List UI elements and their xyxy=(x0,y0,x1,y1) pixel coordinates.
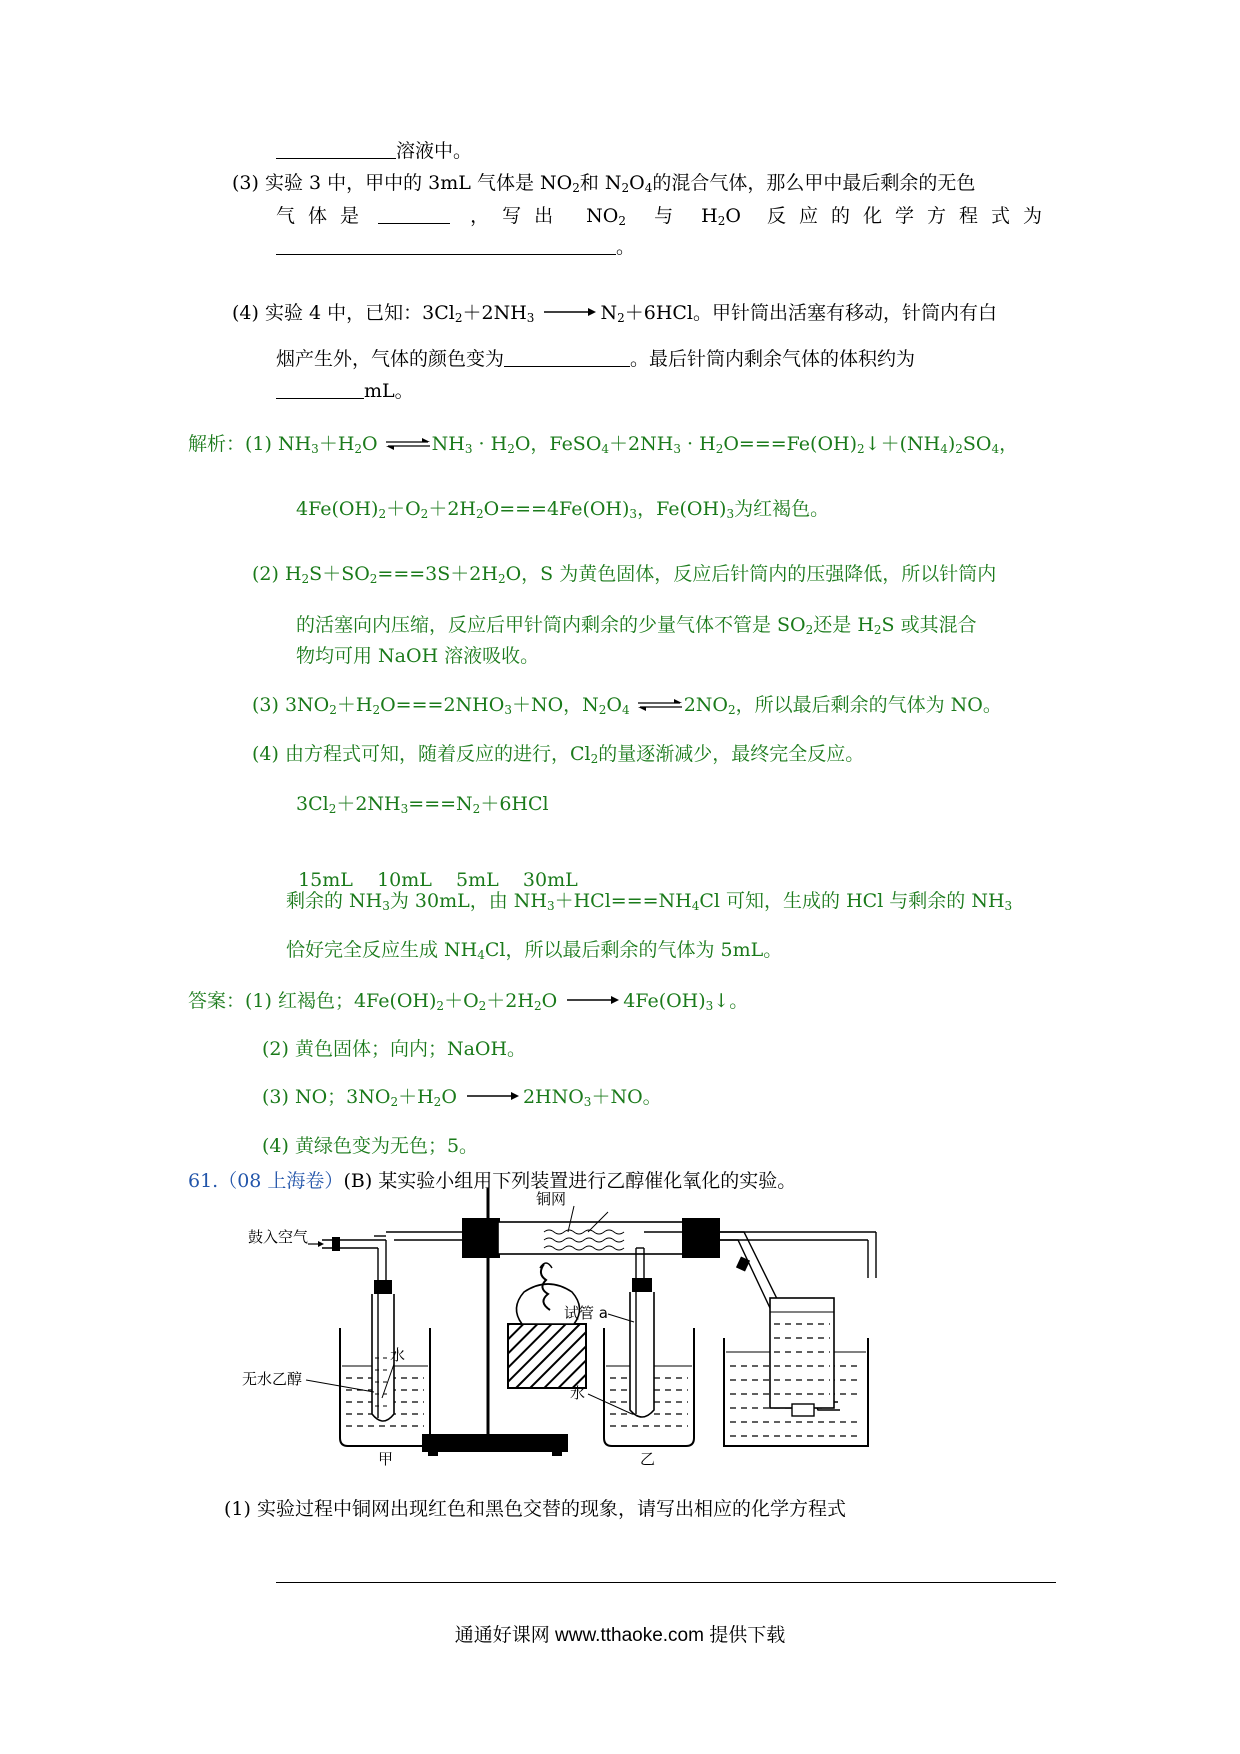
q3-line1 xyxy=(232,170,975,196)
answer-text: O xyxy=(441,1086,457,1108)
analysis-text: ＋6HCl xyxy=(480,793,549,815)
answer-rule-line[interactable] xyxy=(276,1582,1056,1583)
analysis-text: ＋H xyxy=(336,694,373,716)
sub: 3 xyxy=(583,1095,592,1109)
analysis-text: ＋HCl===NH xyxy=(554,890,692,912)
analysis-text: 为红褐色。 xyxy=(734,498,830,520)
sub: 3 xyxy=(629,507,638,521)
water-right-label: 水 xyxy=(570,1384,586,1402)
analysis-line8 xyxy=(296,791,549,817)
sub: 2 xyxy=(472,802,481,816)
q3-text: 的混合气体，那么甲中最后剩余的无色 xyxy=(652,172,976,194)
beaker-jia xyxy=(340,1248,430,1446)
q61-sub1-text: (1) 实验过程中铜网出现红色和黑色交替的现象，请写出相应的化学方程式 xyxy=(224,1498,846,1520)
yi-label: 乙 xyxy=(640,1450,656,1468)
sub: 3 xyxy=(504,703,512,717)
sub: 2 xyxy=(378,507,387,521)
water-left-label: 水 xyxy=(390,1346,406,1364)
q61-sub1 xyxy=(224,1496,846,1522)
sub: 4 xyxy=(601,442,610,456)
sub: 2 xyxy=(433,1095,442,1109)
analysis-text: O，FeSO xyxy=(514,433,602,455)
ethanol-label: 无水乙醇 xyxy=(242,1370,303,1388)
analysis-text: 还是 H xyxy=(813,614,874,636)
sub: 2 xyxy=(372,703,381,717)
q3-text: 实验 3 中，甲中的 3mL 气体是 NO xyxy=(264,172,573,194)
sub: 2 xyxy=(715,442,724,456)
analysis-text: ＋2H xyxy=(428,498,476,520)
reaction-arrow-icon xyxy=(567,995,619,1005)
sub: 2 xyxy=(572,181,580,195)
sub: 2 xyxy=(598,703,607,717)
analysis-text: · H xyxy=(680,433,716,455)
q3-number: (3) xyxy=(232,172,259,194)
q61-source-link[interactable]: （08 上海卷） xyxy=(218,1170,344,1192)
sub: 3 xyxy=(546,899,555,913)
q4-text: 烟产生外，气体的颜色变为 xyxy=(276,348,505,370)
q3-text: ，写出 xyxy=(470,205,567,227)
analysis-text: ===N xyxy=(408,793,473,815)
answer-text: (4) 黄绿色变为无色；5。 xyxy=(262,1135,479,1157)
sub: 2 xyxy=(478,999,487,1013)
analysis-text: O xyxy=(606,694,622,716)
analysis-text: 恰好完全反应生成 NH xyxy=(286,939,478,961)
answer-text: 2HNO xyxy=(522,1086,584,1108)
answer-text: ＋NO。 xyxy=(591,1086,662,1108)
sub: 2 xyxy=(354,442,363,456)
answer-text: ↓。 xyxy=(713,990,749,1012)
q4-text: N xyxy=(600,302,618,324)
sub: 2 xyxy=(717,214,726,228)
test-tube-label: 试管 a xyxy=(564,1304,608,1322)
analysis-text: Cl 可知，生成的 HCl 与剩余的 NH xyxy=(699,890,1005,912)
q3-cont-text: 溶液中。 xyxy=(396,140,473,162)
sub: 2 xyxy=(617,311,625,325)
sub: 2 xyxy=(390,1095,399,1109)
q4-line2 xyxy=(276,346,915,372)
analysis-text: ，Fe(OH) xyxy=(637,498,727,520)
sub: 4 xyxy=(691,899,700,913)
analysis-text: ) xyxy=(947,433,956,455)
q61-text: (B) 某实验小组用下列装置进行乙醇催化氧化的实验。 xyxy=(343,1170,797,1192)
q3-text: 反应的化学方程式为 xyxy=(766,205,1055,227)
analysis-text: O xyxy=(362,433,378,455)
beaker-yi xyxy=(604,1248,694,1446)
sub: 2 xyxy=(328,802,337,816)
sub: 2 xyxy=(805,623,814,637)
analysis-text: S＋SO xyxy=(309,563,370,585)
answer-blank[interactable] xyxy=(504,348,630,367)
q4-text: ＋6HCl。甲针筒出活塞有移动，针筒内有白 xyxy=(624,302,998,324)
q3-text: 。 xyxy=(616,236,636,258)
sub: 3 xyxy=(311,442,319,456)
analysis-text: O，S 为黄色固体，反应后针筒内的压强降低，所以针筒内 xyxy=(505,563,997,585)
answer-line3 xyxy=(262,1084,662,1110)
answer-line4 xyxy=(262,1133,478,1159)
answer-blank[interactable] xyxy=(276,140,396,159)
sub: 3 xyxy=(400,802,409,816)
sub: 2 xyxy=(420,507,429,521)
jia-label: 甲 xyxy=(378,1450,394,1468)
air-in-label: 鼓入空气 xyxy=(248,1228,309,1246)
sub: 2 xyxy=(507,442,515,456)
q3-text: H xyxy=(701,205,718,227)
q3-text: 与 xyxy=(654,205,674,227)
answer-text: ＋2H xyxy=(486,990,534,1012)
sub: 2 xyxy=(857,442,865,456)
answer-label: 答案： xyxy=(188,990,246,1012)
sub: 2 xyxy=(533,999,542,1013)
analysis-text: O===4Fe(OH) xyxy=(483,498,630,520)
sub: 2 xyxy=(618,214,627,228)
analysis-text: 为 30mL，由 NH xyxy=(389,890,547,912)
answer-text: 4Fe(OH) xyxy=(623,990,706,1012)
q4-line3 xyxy=(276,378,414,404)
sub: 2 xyxy=(436,999,445,1013)
analysis-text: ， xyxy=(999,433,1019,455)
answer-text: O xyxy=(541,990,558,1012)
answer-blank[interactable] xyxy=(378,205,450,224)
copper-mesh-label: 铜网 xyxy=(536,1190,567,1208)
q3-line3 xyxy=(276,234,635,260)
sub: 2 xyxy=(329,703,337,717)
apparatus-figure xyxy=(242,1188,982,1468)
analysis-text: O===Fe(OH) xyxy=(723,433,858,455)
analysis-line6 xyxy=(252,692,1002,718)
analysis-text: 4Fe(OH) xyxy=(296,498,379,520)
q3-line2 xyxy=(276,203,1055,229)
q4-line1 xyxy=(232,300,997,326)
sub: 2 xyxy=(955,442,963,456)
analysis-text: 15mL 10mL 5mL 30mL xyxy=(298,869,578,891)
equilibrium-arrow-icon xyxy=(386,438,430,450)
footer-text: 通通好课网 www.tthaoke.com 提供下载 xyxy=(454,1625,786,1646)
sub: 4 xyxy=(477,948,485,962)
answer-text: ＋H xyxy=(398,1086,434,1108)
analysis-text: (4) 由方程式可知，随着反应的进行，Cl xyxy=(252,743,591,765)
reaction-arrow-icon xyxy=(467,1091,519,1101)
sub: 2 xyxy=(727,703,736,717)
answer-line2 xyxy=(262,1036,526,1062)
q3-text: NO xyxy=(586,205,619,227)
analysis-line4 xyxy=(296,612,977,638)
q61-number: 61. xyxy=(188,1170,219,1192)
analysis-text: Cl，所以最后剩余的气体为 5mL。 xyxy=(484,939,783,961)
sub: 3 xyxy=(382,899,390,913)
sub: 3 xyxy=(526,311,535,325)
answer-text: (3) NO；3NO xyxy=(262,1086,391,1108)
sub: 2 xyxy=(590,752,599,766)
sub: 2 xyxy=(301,572,310,586)
analysis-text: ，所以最后剩余的气体为 NO。 xyxy=(735,694,1002,716)
analysis-text: 3Cl xyxy=(296,793,329,815)
analysis-line2 xyxy=(296,496,829,522)
analysis-text: (2) H xyxy=(252,563,302,585)
answer-text: (1) 红褐色；4Fe(OH) xyxy=(245,990,437,1012)
q3-text: 气体是 xyxy=(276,205,373,227)
q4-text: mL。 xyxy=(364,380,414,402)
analysis-text: 的活塞向内压缩，反应后甲针筒内剩余的少量气体不管是 SO xyxy=(296,614,806,636)
analysis-line7 xyxy=(252,741,864,767)
answer-blank[interactable] xyxy=(276,236,616,255)
analysis-text: 剩余的 NH xyxy=(286,890,383,912)
analysis-text: SO xyxy=(962,433,992,455)
sub: 2 xyxy=(475,507,484,521)
analysis-line11 xyxy=(286,937,782,963)
sub: 3 xyxy=(1004,899,1013,913)
analysis-text: ＋O xyxy=(386,498,421,520)
sub: 3 xyxy=(726,507,735,521)
sub: 2 xyxy=(873,623,882,637)
sub: 2 xyxy=(454,311,463,325)
analysis-text: (1) NH xyxy=(245,433,312,455)
analysis-text: 的量逐渐减少，最终完全反应。 xyxy=(598,743,865,765)
analysis-text: O===2NHO xyxy=(380,694,505,716)
q4-number: (4) xyxy=(232,302,259,324)
analysis-line5 xyxy=(296,643,539,669)
sub: 4 xyxy=(940,442,948,456)
sub: 3 xyxy=(705,999,714,1013)
equilibrium-arrow-icon xyxy=(638,699,682,711)
analysis-text: ＋H xyxy=(318,433,355,455)
analysis-label: 解析： xyxy=(188,433,246,455)
q3-blank-line xyxy=(276,138,472,164)
reaction-arrow-icon xyxy=(544,307,596,317)
sub: 2 xyxy=(369,572,378,586)
answer-text: ＋O xyxy=(444,990,479,1012)
analysis-text: ＋2NH xyxy=(336,793,401,815)
q4-text: ＋2NH xyxy=(462,302,527,324)
q4-text: 实验 4 中，已知：3Cl xyxy=(264,302,455,324)
analysis-line9 xyxy=(286,841,578,893)
analysis-line10 xyxy=(286,888,1012,914)
sub: 3 xyxy=(673,442,681,456)
analysis-text: · H xyxy=(472,433,508,455)
answer-text: (2) 黄色固体；向内；NaOH。 xyxy=(262,1038,527,1060)
analysis-text: 2NO xyxy=(683,694,728,716)
analysis-line3 xyxy=(252,561,996,587)
sub: 4 xyxy=(644,181,653,195)
analysis-text: ↓＋(NH xyxy=(864,433,941,455)
analysis-text: (3) 3NO xyxy=(252,694,330,716)
analysis-text: ＋NO，N xyxy=(511,694,599,716)
sub: 4 xyxy=(991,442,1000,456)
answer-line1 xyxy=(188,988,748,1014)
analysis-text: S 或其混合 xyxy=(881,614,977,636)
analysis-line1 xyxy=(188,431,1018,457)
analysis-text: ===3S＋2H xyxy=(377,563,498,585)
analysis-text: NH xyxy=(431,433,465,455)
sub: 2 xyxy=(497,572,506,586)
q3-text: 和 N xyxy=(579,172,622,194)
analysis-text: 物均可用 NaOH 溶液吸收。 xyxy=(296,645,540,667)
sub: 2 xyxy=(621,181,630,195)
q3-text: O xyxy=(725,205,741,227)
sub: 4 xyxy=(622,703,630,717)
answer-blank[interactable] xyxy=(276,380,364,399)
analysis-text: ＋2NH xyxy=(609,433,674,455)
q4-text: 。最后针筒内剩余气体的体积约为 xyxy=(630,348,916,370)
sub: 3 xyxy=(464,442,473,456)
q3-text: O xyxy=(629,172,645,194)
